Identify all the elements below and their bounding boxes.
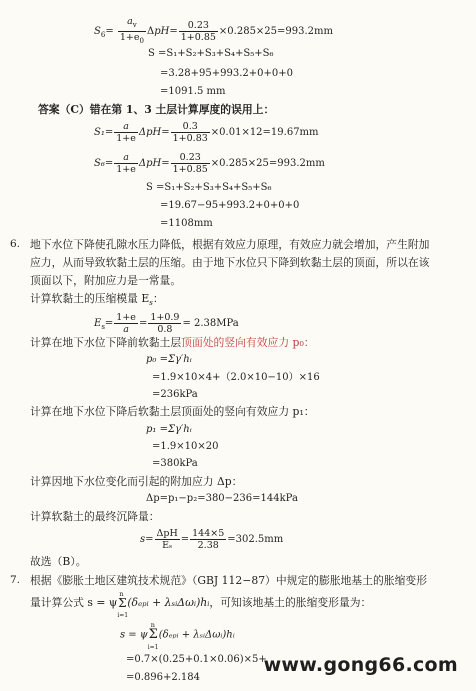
s1-formula: S₁= $\frac{a}{1+e}$ ΔpH= $\frac{0.3}{1+0.83}$ ×0.01×12=19.67mm (94, 121, 319, 144)
q6-paragraph-line-1: 地下水位下降使孔隙水压力降低，根据有效应力原理，有效应力就会增加，产生附加 (30, 238, 430, 251)
p0-intro: 计算在地下水位下降前软黏土层顶面处的竖向有效应力 p₀： (30, 336, 315, 349)
settlement-intro: 计算软黏土的最终沉降量： (30, 510, 160, 523)
dp-intro: 计算因地下水位变化而引起的附加应力 Δp： (30, 475, 243, 488)
p0-line-2: =1.9×10×4+（2.0×10−10）×16 (152, 372, 320, 383)
q7-line-1: 根据《膨胀土地区建筑技术规范》（GBJ 112−87）中规定的膨胀地基土的胀缩变形 (30, 574, 428, 587)
q7-line-values: =0.7×(0.25+0.1×0.06)×5+ (126, 654, 267, 665)
option-c-heading: 答案（C）错在第 1、3 土层计算厚度的误用上： (38, 103, 275, 116)
q7-line-result: =0.896+2.184 (126, 672, 201, 683)
sum-values-2: =19.67−95+993.2+0+0+0 (160, 200, 300, 211)
p0-intro-highlight: 顶面处的竖向有效应力 p₀： (181, 336, 315, 349)
q6-answer: 故选（B）。 (30, 555, 87, 568)
p1-line-2: =1.9×10×20 (152, 441, 219, 452)
question-6-number: 6. (10, 238, 21, 250)
q7-line-2: 量计算公式 s = ψ n Σ i=1 (δₑₚᵢ + λₛᵢΔωᵢ)hᵢ，可知该地基土的胀缩变形量为： (30, 596, 371, 610)
p1-line-3: =380kPa (152, 458, 198, 469)
sum-values-1: =3.28+95+993.2+0+0+0 (160, 68, 293, 79)
p0-line-1: p₀ =Σγ′hᵢ (146, 354, 192, 365)
s6-formula-1: $S_6=$ $\frac{a_v}{1+e_0}$ ΔpH= $\frac{0.23}{1+0.85}$ ×0.285×25=993.2mm (94, 16, 334, 45)
site-watermark: www.gong66.com (263, 654, 458, 676)
q7-formula: s = ψ n Σ i=1 (δₑₚᵢ + λₛᵢΔωᵢ)hᵢ (120, 621, 235, 651)
sum-result-2: =1108mm (160, 218, 213, 229)
p0-line-3: =236kPa (152, 389, 198, 400)
p1-line-1: p₁ =Σγ′hᵢ (146, 424, 192, 435)
settlement-formula: s= $\frac{\text{ΔpH}}{\text{Eₛ}}$ = $\frac{144\times 5}{2.38}$ =302.5mm (140, 528, 284, 551)
question-7-number: 7. (10, 574, 21, 586)
q7-sum-upper: n (119, 589, 124, 598)
s6-formula-2: S₆= $\frac{a}{1+e}$ ΔpH= $\frac{0.23}{1+0.85}$ ×0.285×25=993.2mm (94, 152, 325, 175)
es-formula: $E_s=$ $\frac{1+e}{a}$ = $\frac{1+0.9}{0.8}$ = 2.38MPa (94, 312, 239, 335)
dp-line: Δp=p₁−p₂=380−236=144kPa (146, 493, 298, 504)
q6-paragraph-line-3: 顶面以下，附加应力是一常量。 (30, 274, 182, 287)
sum-line-2: S =S₁+S₂+S₃+S₄+S₅+S₆ (146, 182, 272, 193)
es-intro: 计算软黏土的压缩模量 $E_s$： (30, 292, 164, 308)
q7-sum-lower: i=1 (117, 611, 129, 619)
q6-paragraph-line-2: 应力，从而导致软黏土层的压缩。由于地下水位只下降到软黏土层的顶面，所以在该 (30, 256, 430, 269)
p1-intro: 计算在地下水位下降后软黏土层顶面处的竖向有效应力 p₁： (30, 405, 315, 418)
sum-line-1: S =S₁+S₂+S₃+S₄+S₅+S₆ (148, 48, 274, 59)
sum-result-1: =1091.5 mm (160, 86, 226, 97)
